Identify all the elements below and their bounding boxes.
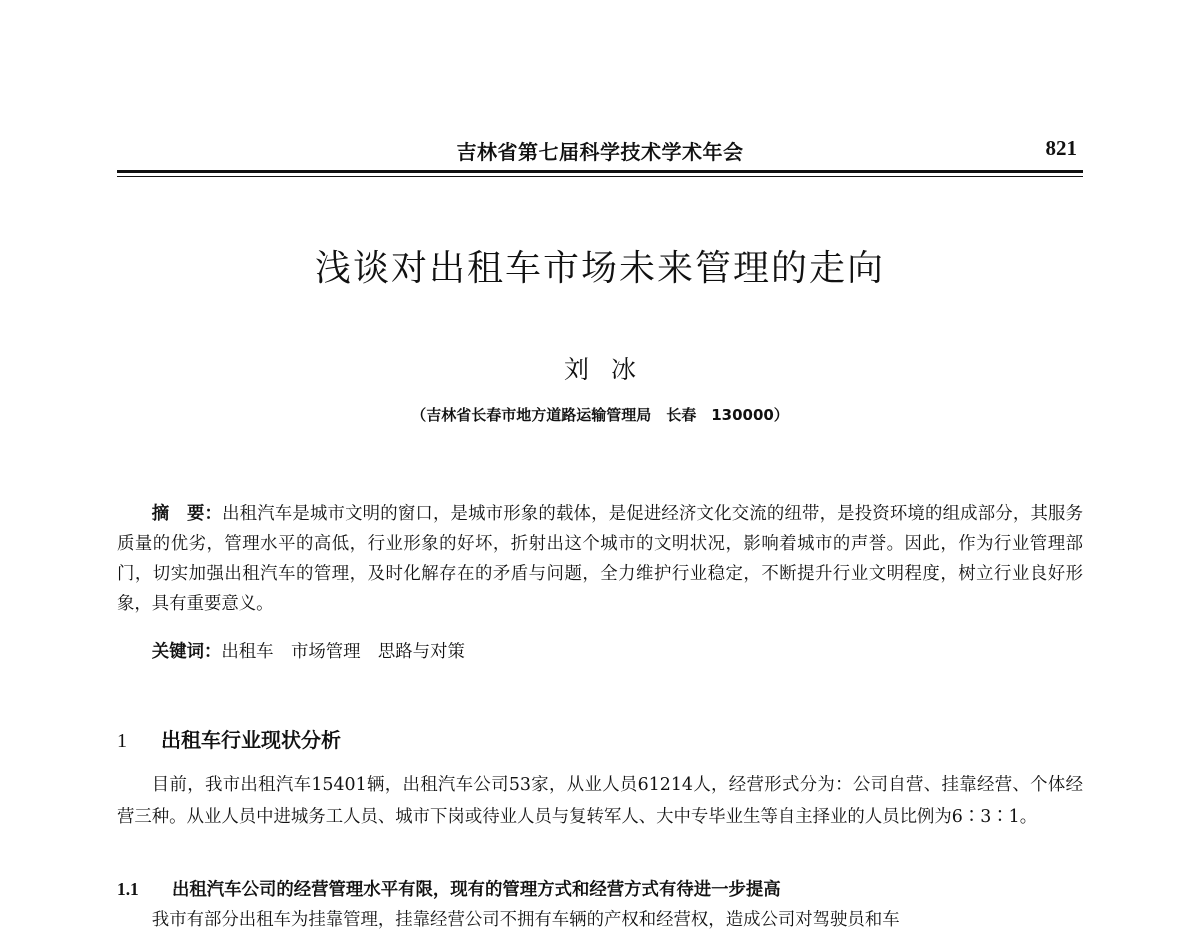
article-title: 浅谈对出租车市场未来管理的走向 bbox=[314, 248, 885, 289]
abstract-text: 出租汽车是城市文明的窗口，是城市形象的载体，是促进经济文化交流的纽带，是投资环境的组成部分，其服务质量的优劣，管理水平的高低，行业形象的好坏，折射出这个城市的文明状况，影响着城市的声誉。因此，作为行业管理部门，切实加强出租汽车的管理，及时化解存在的矛盾与问题，全力维护行业稳定，不断提升行业文明程度，树立行业良好形象，具有重要意义。 bbox=[117, 504, 1083, 614]
section-1-heading bbox=[117, 724, 341, 753]
section-1-1-heading bbox=[117, 875, 781, 900]
keywords-text: 出租车 市场管理 思路与对策 bbox=[221, 642, 465, 662]
section-1-1-number: 1.1 bbox=[117, 879, 139, 899]
section-1-1-title: 出租汽车公司的经营管理水平有限，现有的管理方式和经营方式有待进一步提高 bbox=[172, 880, 781, 900]
article-author: 刘冰 bbox=[563, 355, 658, 384]
header-rule-thick bbox=[117, 170, 1083, 173]
section-1-title: 出租车行业现状分析 bbox=[161, 728, 341, 752]
keywords bbox=[117, 637, 1083, 667]
running-header bbox=[117, 136, 1083, 170]
header-rule-thin bbox=[117, 176, 1083, 177]
abstract-label: 摘 要： bbox=[151, 504, 223, 524]
author-affiliation: （吉林省长春市地方道路运输管理局 长春 130000） bbox=[411, 406, 789, 424]
running-title: 吉林省第七届科学技术学术年会 bbox=[456, 140, 744, 164]
section-1-1-paragraph: 我市有部分出租车为挂靠管理，挂靠经营公司不拥有车辆的产权和经营权，造成公司对驾驶员和车 bbox=[151, 910, 900, 930]
keywords-label: 关键词： bbox=[151, 642, 222, 662]
section-1-paragraph: 目前，我市出租汽车15401辆，出租汽车公司53家，从业人员61214人，经营形式分为：公司自营、挂靠经营、个体经营三种。从业人员中进城务工人员、城市下岗或待业人员与复转军人、大中专毕业生等自主择业的人员比例为6∶3∶1。 bbox=[117, 775, 1083, 827]
section-1-number: 1 bbox=[117, 730, 127, 752]
abstract bbox=[117, 499, 1083, 619]
page-number: 821 bbox=[1045, 136, 1077, 160]
